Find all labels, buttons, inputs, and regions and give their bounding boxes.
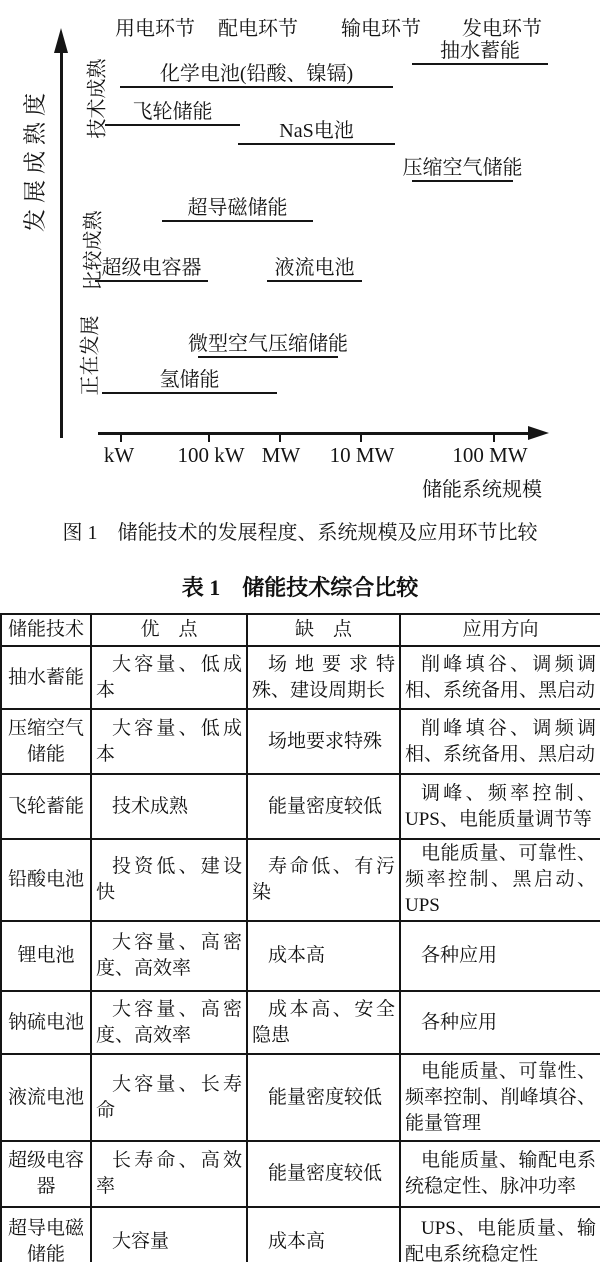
cell-tech: 铅酸电池 xyxy=(1,839,91,921)
cell-cons: 成本高 xyxy=(247,921,400,991)
table-row xyxy=(1,1054,600,1141)
y-axis-label: 发展成熟度 xyxy=(22,87,48,232)
tech-item-flow-battery: 液流电池 xyxy=(267,255,362,282)
cell-apps: 削峰填谷、调频调相、系统备用、黑启动 xyxy=(400,709,600,774)
col-header-pros: 优 点 xyxy=(91,614,247,646)
table-title: 表 1 储能技术综合比较 xyxy=(181,575,419,600)
table-row xyxy=(1,646,600,709)
cell-pros: 长寿命、高效率 xyxy=(91,1141,247,1207)
cell-tech: 超级电容器 xyxy=(1,1141,91,1207)
figure-caption: 图 1 储能技术的发展程度、系统规模及应用环节比较 xyxy=(62,522,538,544)
maturity-label-mature: 技术成熟 xyxy=(86,58,109,139)
tech-item-nas-battery: NaS电池 xyxy=(238,119,395,145)
cell-pros: 大容量、高密度、高效率 xyxy=(91,921,247,991)
table-row xyxy=(1,991,600,1054)
tech-item-micro-caes: 微型空气压缩储能 xyxy=(198,332,338,358)
x-tick xyxy=(120,434,122,442)
table-row xyxy=(1,1207,600,1262)
x-axis-label: 储能系统规模 xyxy=(422,479,542,501)
cell-pros: 技术成熟 xyxy=(91,774,247,839)
col-header-tech: 储能技术 xyxy=(1,614,91,646)
x-tick xyxy=(208,434,210,442)
cell-cons: 寿命低、有污染 xyxy=(247,839,400,921)
cell-pros: 大容量、低成本 xyxy=(91,646,247,709)
tech-item-pumped-hydro: 抽水蓄能 xyxy=(412,40,548,65)
table-row xyxy=(1,1141,600,1207)
cell-cons: 成本高、安全隐患 xyxy=(247,991,400,1054)
cell-tech: 抽水蓄能 xyxy=(1,646,91,709)
cell-cons: 场地要求特殊、建设周期长 xyxy=(247,646,400,709)
x-tick-label-kw: kW xyxy=(103,443,135,467)
col-header-apps: 应用方向 xyxy=(400,614,600,646)
table-row xyxy=(1,774,600,839)
cell-apps: 削峰填谷、调频调相、系统备用、黑启动 xyxy=(400,646,600,709)
tech-item-chemical-battery: 化学电池(铅酸、镍镉) xyxy=(120,63,393,88)
tech-item-flywheel: 飞轮储能 xyxy=(105,101,240,126)
cell-cons: 成本高 xyxy=(247,1207,400,1262)
cell-cons: 能量密度较低 xyxy=(247,1141,400,1207)
maturity-label-developing: 正在发展 xyxy=(79,315,102,396)
comparison-table xyxy=(0,613,600,1262)
cell-cons: 能量密度较低 xyxy=(247,774,400,839)
x-axis-arrowhead-icon xyxy=(528,426,549,440)
table-row xyxy=(1,709,600,774)
cell-pros: 大容量 xyxy=(91,1207,247,1262)
cell-tech: 超导电磁储能 xyxy=(1,1207,91,1262)
table-row xyxy=(1,921,600,991)
table-header-row xyxy=(1,614,600,646)
x-tick-label-100mw: 100 MW xyxy=(452,443,528,467)
cell-tech: 钠硫电池 xyxy=(1,991,91,1054)
cell-apps: 电能质量、可靠性、频率控制、黑启动、UPS xyxy=(400,839,600,921)
stage-header-distribution: 配电环节 xyxy=(218,18,298,40)
stage-header-transmission: 输电环节 xyxy=(341,18,421,40)
tech-item-compressed-air: 压缩空气储能 xyxy=(412,156,513,182)
cell-apps: 各种应用 xyxy=(400,991,600,1054)
cell-tech: 飞轮蓄能 xyxy=(1,774,91,839)
stage-header-consumption: 用电环节 xyxy=(115,18,195,40)
y-axis-line xyxy=(60,50,63,438)
cell-apps: UPS、电能质量、输配电系统稳定性 xyxy=(400,1207,600,1262)
x-axis-line xyxy=(98,432,530,435)
cell-pros: 大容量、低成本 xyxy=(91,709,247,774)
tech-item-smes: 超导磁储能 xyxy=(162,196,313,222)
x-tick-label-mw: MW xyxy=(261,443,301,467)
cell-apps: 电能质量、可靠性、频率控制、削峰填谷、能量管理 xyxy=(400,1054,600,1141)
cell-tech: 压缩空气储能 xyxy=(1,709,91,774)
col-header-cons: 缺 点 xyxy=(247,614,400,646)
x-tick-label-100kw: 100 kW xyxy=(177,443,245,467)
cell-pros: 大容量、长寿命 xyxy=(91,1054,247,1141)
cell-cons: 场地要求特殊 xyxy=(247,709,400,774)
table-row xyxy=(1,839,600,921)
cell-apps: 电能质量、输配电系统稳定性、脉冲功率 xyxy=(400,1141,600,1207)
cell-pros: 投资低、建设快 xyxy=(91,839,247,921)
cell-tech: 液流电池 xyxy=(1,1054,91,1141)
maturity-label-fairly-mature: 比较成熟 xyxy=(82,210,105,291)
tech-item-supercapacitor: 超级电容器 xyxy=(95,255,208,282)
cell-apps: 调峰、频率控制、UPS、电能质量调节等 xyxy=(400,774,600,839)
cell-pros: 大容量、高密度、高效率 xyxy=(91,991,247,1054)
stage-header-generation: 发电环节 xyxy=(462,18,542,40)
tech-item-hydrogen: 氢储能 xyxy=(102,367,277,394)
cell-apps: 各种应用 xyxy=(400,921,600,991)
x-tick xyxy=(279,434,281,442)
x-tick xyxy=(360,434,362,442)
cell-tech: 锂电池 xyxy=(1,921,91,991)
x-tick-label-10mw: 10 MW xyxy=(329,443,395,467)
y-axis-arrowhead-icon xyxy=(54,28,68,53)
x-tick xyxy=(493,434,495,442)
cell-cons: 能量密度较低 xyxy=(247,1054,400,1141)
